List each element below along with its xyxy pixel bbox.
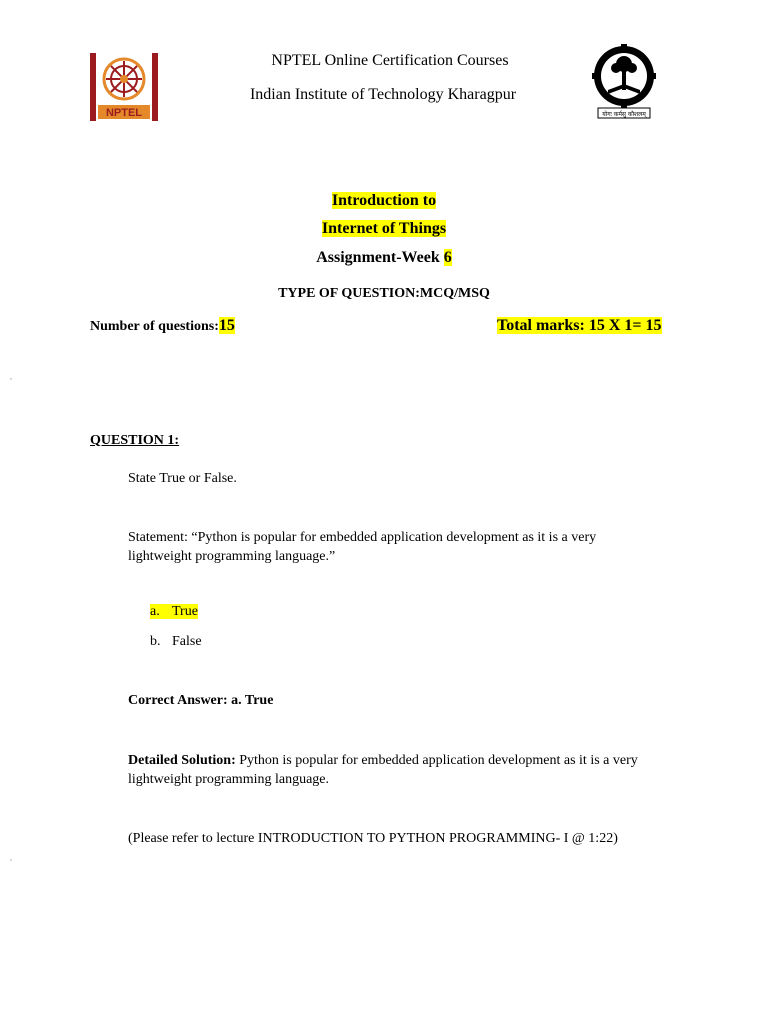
- lecture-reference: (Please refer to lecture INTRODUCTION TO PYTHON PROGRAMMING- I @ 1:22): [128, 831, 618, 846]
- assignment-prefix: Assignment-Week: [316, 249, 444, 266]
- question-type: TYPE OF QUESTION:MCQ/MSQ: [278, 286, 490, 301]
- emblem-motto: योगः कर्मसु कौशलम्: [602, 111, 646, 118]
- question-prompt: State True or False.: [128, 471, 237, 486]
- total-marks: Total marks: 15 X 1= 15: [497, 317, 662, 334]
- question-heading: QUESTION 1:: [90, 433, 180, 448]
- assignment-week-number: 6: [443, 249, 452, 266]
- institution-line-2: Indian Institute of Technology Kharagpur: [249, 86, 517, 103]
- option-a: a. True: [150, 604, 198, 619]
- correct-answer: Correct Answer: a. True: [128, 693, 274, 708]
- nptel-logo-text: NPTEL: [105, 107, 143, 119]
- question-statement: Statement: “Python is popular for embedded application development as it is a very lightweight programming language.”: [128, 530, 597, 564]
- number-of-questions-value: 15: [218, 317, 235, 334]
- assignment-week: [0, 249, 768, 267]
- detailed-solution: Detailed Solution: Python is popular for embedded application development as it is a very lightweight programming language.: [128, 753, 638, 787]
- option-b: b. False: [150, 634, 202, 649]
- margin-mark: ,: [10, 853, 12, 862]
- margin-mark: ,: [10, 372, 12, 381]
- course-title-line-2: Internet of Things: [321, 220, 447, 237]
- course-title-line-1: Introduction to: [331, 192, 437, 209]
- institution-line-1: NPTEL Online Certification Courses: [271, 52, 509, 69]
- iit-kharagpur-emblem: [592, 44, 656, 120]
- number-of-questions: Number of questions:15: [90, 317, 235, 334]
